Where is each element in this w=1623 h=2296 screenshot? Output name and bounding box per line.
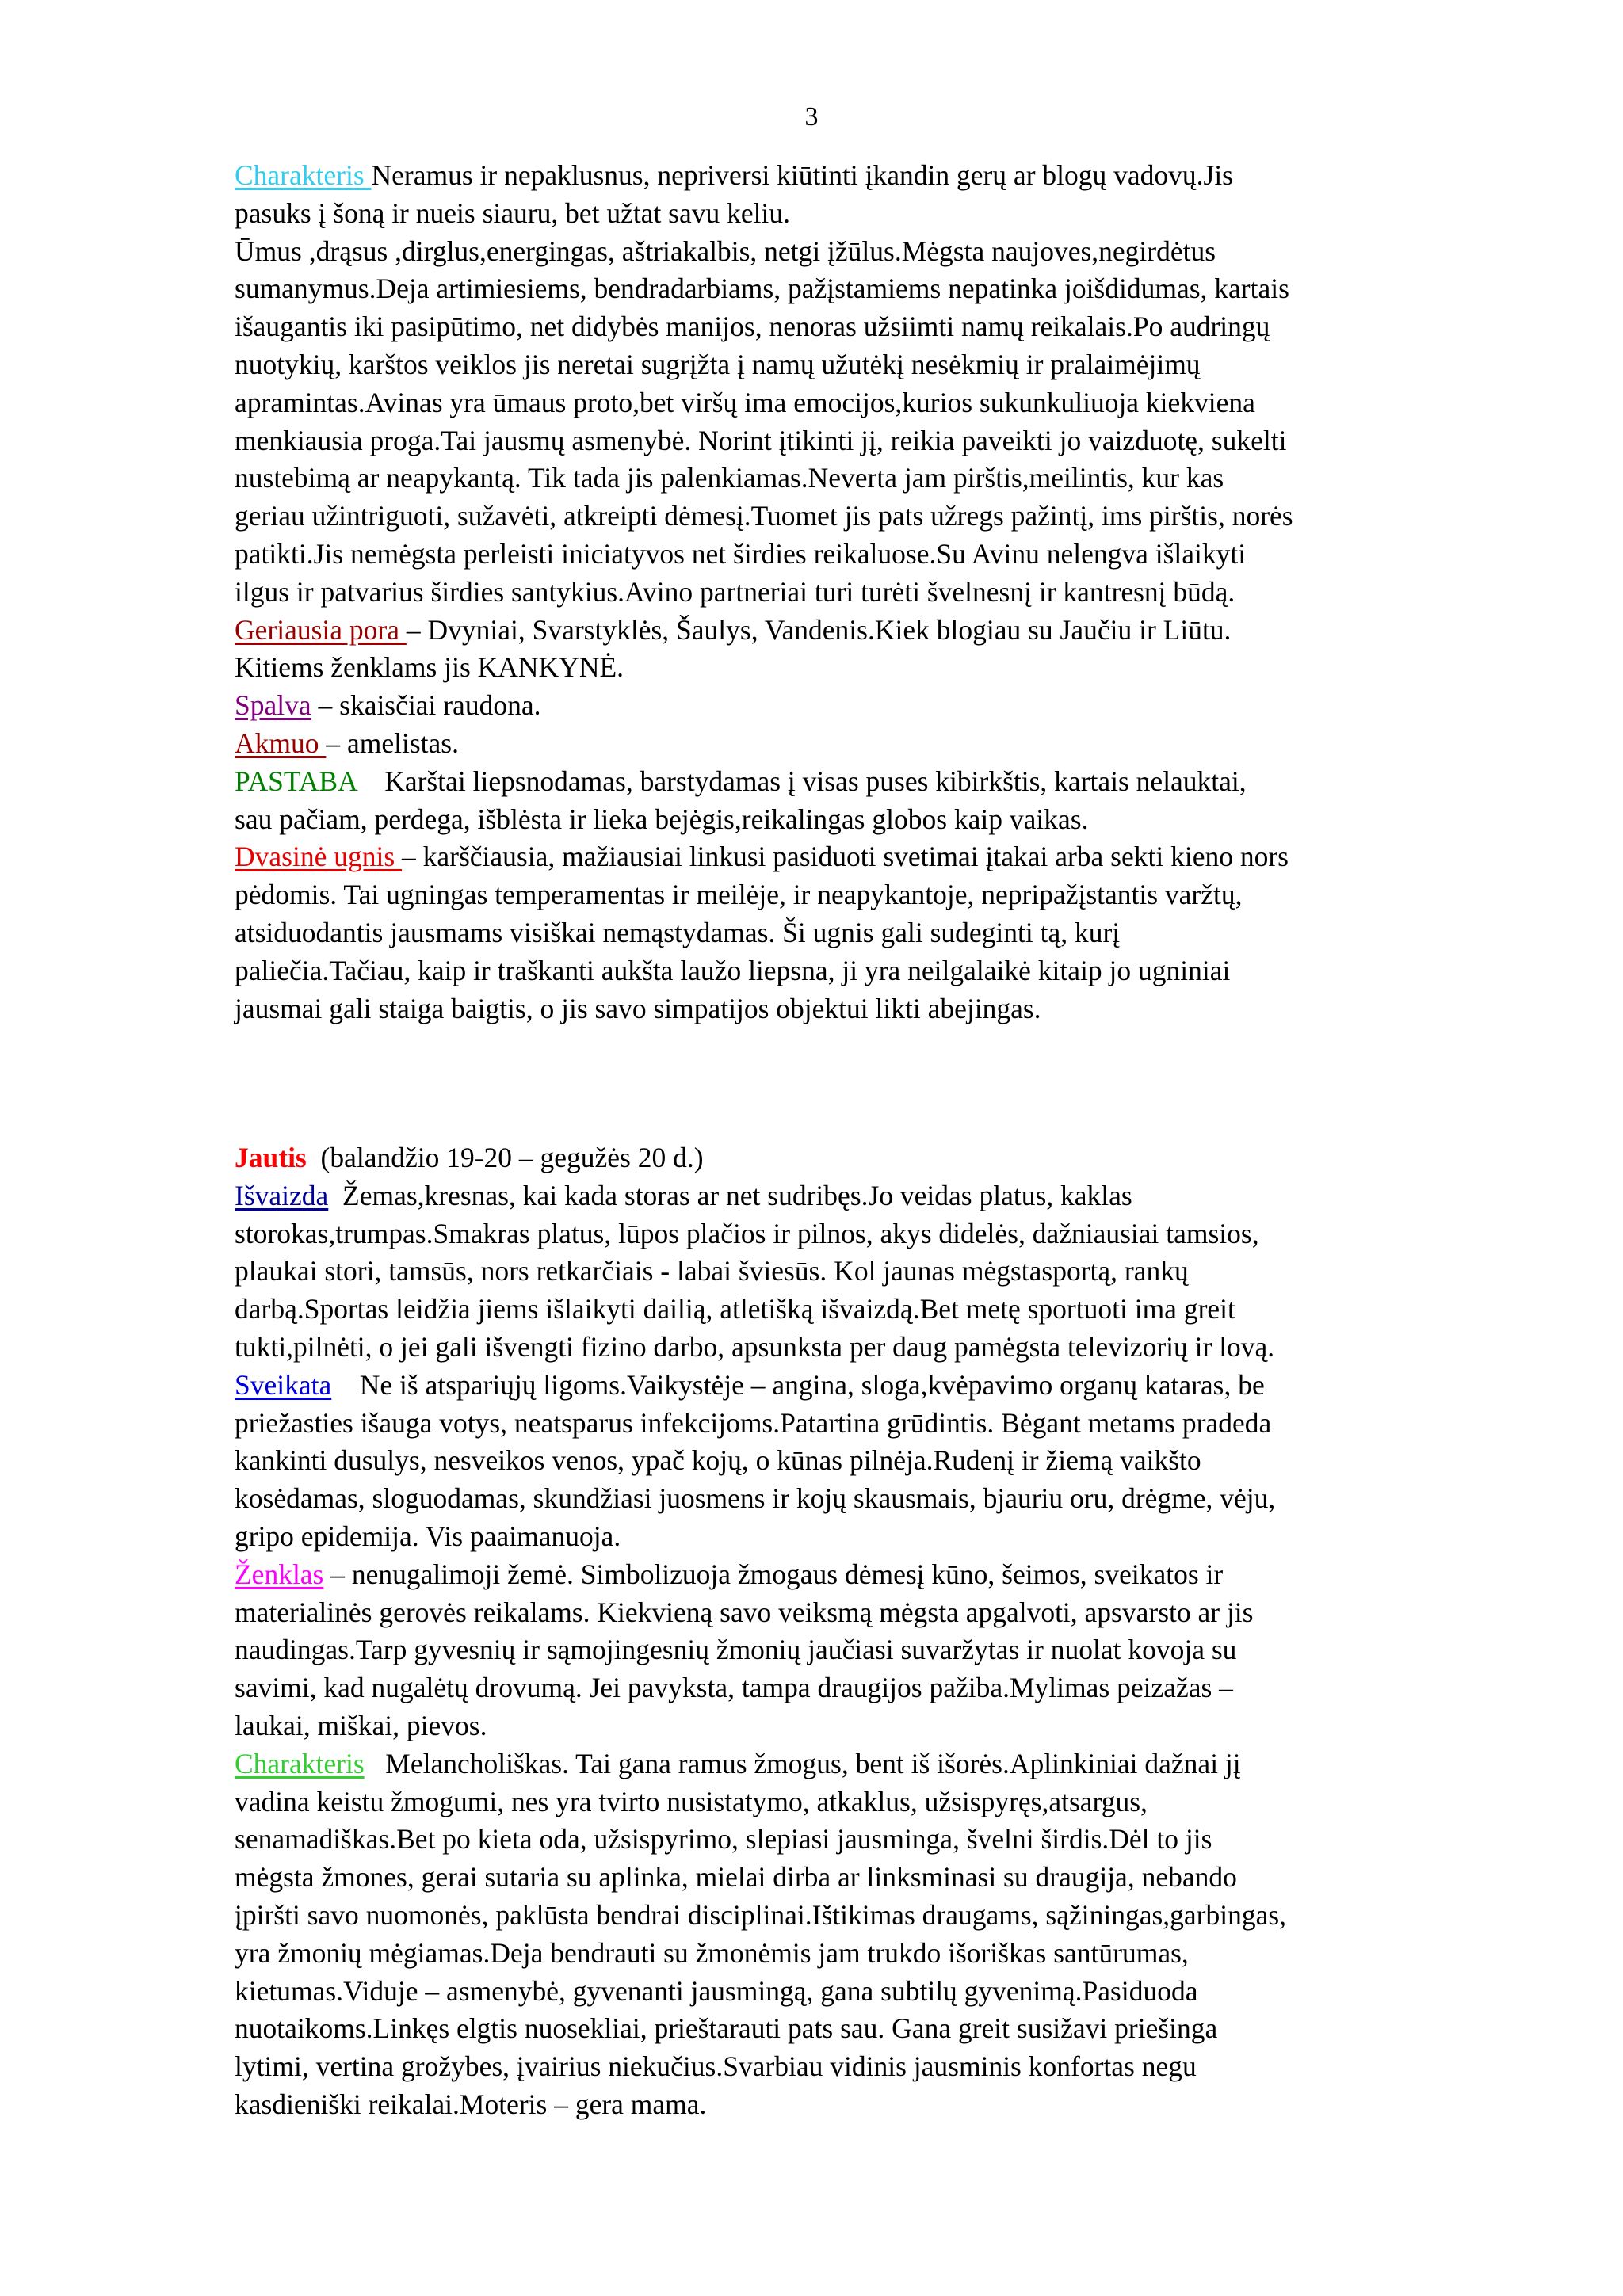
page-number: 3 [804, 102, 819, 132]
paragraph-line: kosėdamas, sloguodamas, skundžiasi juosmens ir kojų skausmais, bjauriu oru, drėgme, vėju, [235, 1482, 1276, 1515]
paragraph-line: Akmuo – amelistas. [235, 727, 459, 759]
spalva-label: Spalva [235, 689, 311, 722]
sign-dates: (balandžio 19-20 – gegužės 20 d.) [306, 1142, 704, 1173]
paragraph-line: įpiršti savo nuomonės, paklūsta bendrai disciplinai.Ištikimas draugams, sąžiningas,garbingas, [235, 1898, 1287, 1931]
paragraph-line: menkiausia proga.Tai jausmų asmenybė. Norint įtikinti jį, reikia paveikti jo vaizduotę, sukelti [235, 424, 1287, 456]
paragraph-line: nuotaikoms.Linkęs elgtis nuosekliai, prieštarauti pats sau. Gana greit susižavi priešinga [235, 2012, 1218, 2045]
paragraph-line: sau pačiam, perdega, išblėsta ir lieka bejėgis,reikalingas globos kaip vaikas. [235, 803, 1089, 835]
paragraph-line: Spalva – skaisčiai raudona. [235, 689, 541, 722]
paragraph-line: priežasties išauga votys, neatsparus infekcijoms.Patartina grūdintis. Bėgant metams pradeda [235, 1406, 1272, 1439]
paragraph-line: nustebimą ar neapykantą. Tik tada jis palenkiamas.Neverta jam pirštis,meilintis, kur kas [235, 462, 1224, 494]
paragraph-line: plaukai stori, tamsūs, nors retkarčiais - labai šviesūs. Kol jaunas mėgstasportą, rankų [235, 1255, 1189, 1287]
charakteris-label: Charakteris [235, 1747, 365, 1779]
paragraph-line: nuotykių, karštos veiklos jis neretai sugrįžta į namų užutėkį nesėkmių ir pralaimėjimų [235, 348, 1201, 380]
paragraph-line: kankinti dusulys, nesveikos venos, ypač kojų, o kūnas pilnėja.Rudenį ir žiemą vaikšto [235, 1444, 1201, 1477]
zenklas-label: Ženklas [235, 1558, 324, 1590]
paragraph-line: PASTABA Karštai liepsnodamas, barstydamas į visas puses kibirkštis, kartais nelauktai, [235, 765, 1247, 797]
paragraph-line: kasdieniški reikalai.Moteris – gera mama. [235, 2088, 707, 2120]
paragraph-line: geriau užintriguoti, sužavėti, atkreipti dėmesį.Tuomet jis pats užregs pažintį, ims pirštis, norės [235, 500, 1293, 532]
paragraph-line: Charakteris Neramus ir nepaklusnus, nepriversi kiūtinti įkandin gerų ar blogų vadovų.Jis [235, 159, 1233, 191]
taurus-section [235, 1139, 1518, 2124]
paragraph-line: sumanymus.Deja artimiesiems, bendradarbiams, pažįstamiems nepatinka joišdidumas, kartais [235, 273, 1289, 305]
paragraph-line: Ženklas – nenugalimoji žemė. Simbolizuoja žmogaus dėmesį kūno, šeimos, sveikatos ir [235, 1558, 1224, 1590]
paragraph-line: Geriausia pora – Dvyniai, Svarstyklės, Šaulys, Vandenis.Kiek blogiau su Jaučiu ir Liūtu. [235, 613, 1232, 646]
paragraph-line: atsiduodantis jausmams visiškai nemąstydamas. Ši ugnis gali sudeginti tą, kurį [235, 916, 1121, 948]
paragraph-line: materialinės gerovės reikalams. Kiekvieną savo veiksmą mėgsta apgalvoti, apsvarsto ar jis [235, 1596, 1254, 1628]
paragraph-line: Išvaizda Žemas,kresnas, kai kada storas ar net sudribęs.Jo veidas platus, kaklas [235, 1179, 1132, 1211]
paragraph-line: paliečia.Tačiau, kaip ir traškanti aukšta laužo liepsna, ji yra neilgalaikė kitaip jo ugniniai [235, 954, 1231, 986]
paragraph-line: gripo epidemija. Vis paaimanuoja. [235, 1520, 621, 1552]
paragraph-line: lytimi, vertina grožybes, įvairius niekučius.Svarbiau vidinis jausminis konfortas negu [235, 2050, 1197, 2083]
paragraph-line: kietumas.Viduje – asmenybė, gyvenanti jausmingą, gana subtilų gyvenimą.Pasiduoda [235, 1974, 1198, 2007]
paragraph-line: storokas,trumpas.Smakras platus, lūpos plačios ir pilnos, akys didelės, dažniausiai tamsios, [235, 1217, 1259, 1249]
dvasine-ugnis-label: Dvasinė ugnis [235, 841, 403, 873]
paragraph-line: Charakteris Melancholiškas. Tai gana ramus žmogus, bent iš išorės.Aplinkiniai dažnai jį [235, 1747, 1241, 1779]
paragraph-line: tukti,pilnėti, o jei gali išvengti fizino darbo, apsunksta per daug pamėgsta televizorių ir lovą. [235, 1330, 1275, 1363]
paragraph-line: Sveikata Ne iš atspariųjų ligoms.Vaikystėje – angina, sloga,kvėpavimo organų kataras, be [235, 1368, 1265, 1401]
paragraph-line: Dvasinė ugnis – karščiausia, mažiausiai linkusi pasiduoti svetimai įtakai arba sekti kieno nors [235, 841, 1289, 873]
sign-title: Jautis [235, 1142, 307, 1173]
aries-section [235, 157, 1518, 1028]
paragraph-line: Kitiems ženklams jis KANKYNĖ. [235, 651, 624, 684]
isvaizda-label: Išvaizda [235, 1179, 329, 1211]
paragraph-line: senamadiškas.Bet po kieta oda, užsispyrimo, slepiasi jausminga, švelni širdis.Dėl to jis [235, 1823, 1212, 1855]
paragraph-line: apramintas.Avinas yra ūmaus proto,bet viršų ima emocijos,kurios sukunkuliuoja kiekviena [235, 386, 1255, 418]
sveikata-label: Sveikata [235, 1368, 332, 1401]
paragraph-line: patikti.Jis nemėgsta perleisti iniciatyvos net širdies reikaluose.Su Avinu nelengva išlaikyti [235, 537, 1247, 570]
charakteris-label: Charakteris [235, 159, 372, 191]
paragraph-line: vadina keistu žmogumi, nes yra tvirto nusistatymo, atkaklus, užsispyręs,atsargus, [235, 1785, 1148, 1817]
geriausia-pora-label: Geriausia pora [235, 613, 407, 646]
paragraph-line: naudingas.Tarp gyvesnių ir sąmojingesnių žmonių jaučiasi suvaržytas ir nuolat kovoja su [235, 1634, 1237, 1666]
paragraph-line: darbą.Sportas leidžia jiems išlaikyti dailią, atletišką išvaizdą.Bet metę sportuoti ima greit [235, 1293, 1235, 1325]
paragraph-line: pasuks į šoną ir nueis siauru, bet užtat savu keliu. [235, 196, 790, 229]
paragraph-line: savimi, kad nugalėtų drovumą. Jei pavyksta, tampa draugijos pažiba.Mylimas peizažas – [235, 1672, 1233, 1704]
paragraph-line: mėgsta žmones, gerai sutaria su aplinka, mielai dirba ar linksminasi su draugija, nebando [235, 1861, 1237, 1894]
section-heading [235, 1139, 1518, 1177]
pastaba-label: PASTABA [235, 765, 357, 797]
paragraph-line: yra žmonių mėgiamas.Deja bendrauti su žmonėmis jam trukdo išoriškas santūrumas, [235, 1936, 1189, 1969]
paragraph-line: jausmai gali staiga baigtis, o jis savo simpatijos objektui likti abejingas. [235, 992, 1041, 1024]
paragraph-line: laukai, miškai, pievos. [235, 1709, 487, 1741]
paragraph-line: ilgus ir patvarius širdies santykius.Avino partneriai turi turėti švelnesnį ir kantresnį būdą. [235, 575, 1235, 608]
paragraph-line: išaugantis iki pasipūtimo, net didybės manijos, nenoras užsiimti namų reikalais.Po audringų [235, 311, 1270, 343]
paragraph-line: pėdomis. Tai ugningas temperamentas ir meilėje, ir neapykantoje, nepripažįstantis varžtų, [235, 879, 1243, 911]
paragraph-line: Ūmus ,drąsus ,dirglus,energingas, aštriakalbis, netgi įžūlus.Mėgsta naujoves,negirdėtus [235, 235, 1216, 267]
akmuo-label: Akmuo [235, 727, 327, 759]
